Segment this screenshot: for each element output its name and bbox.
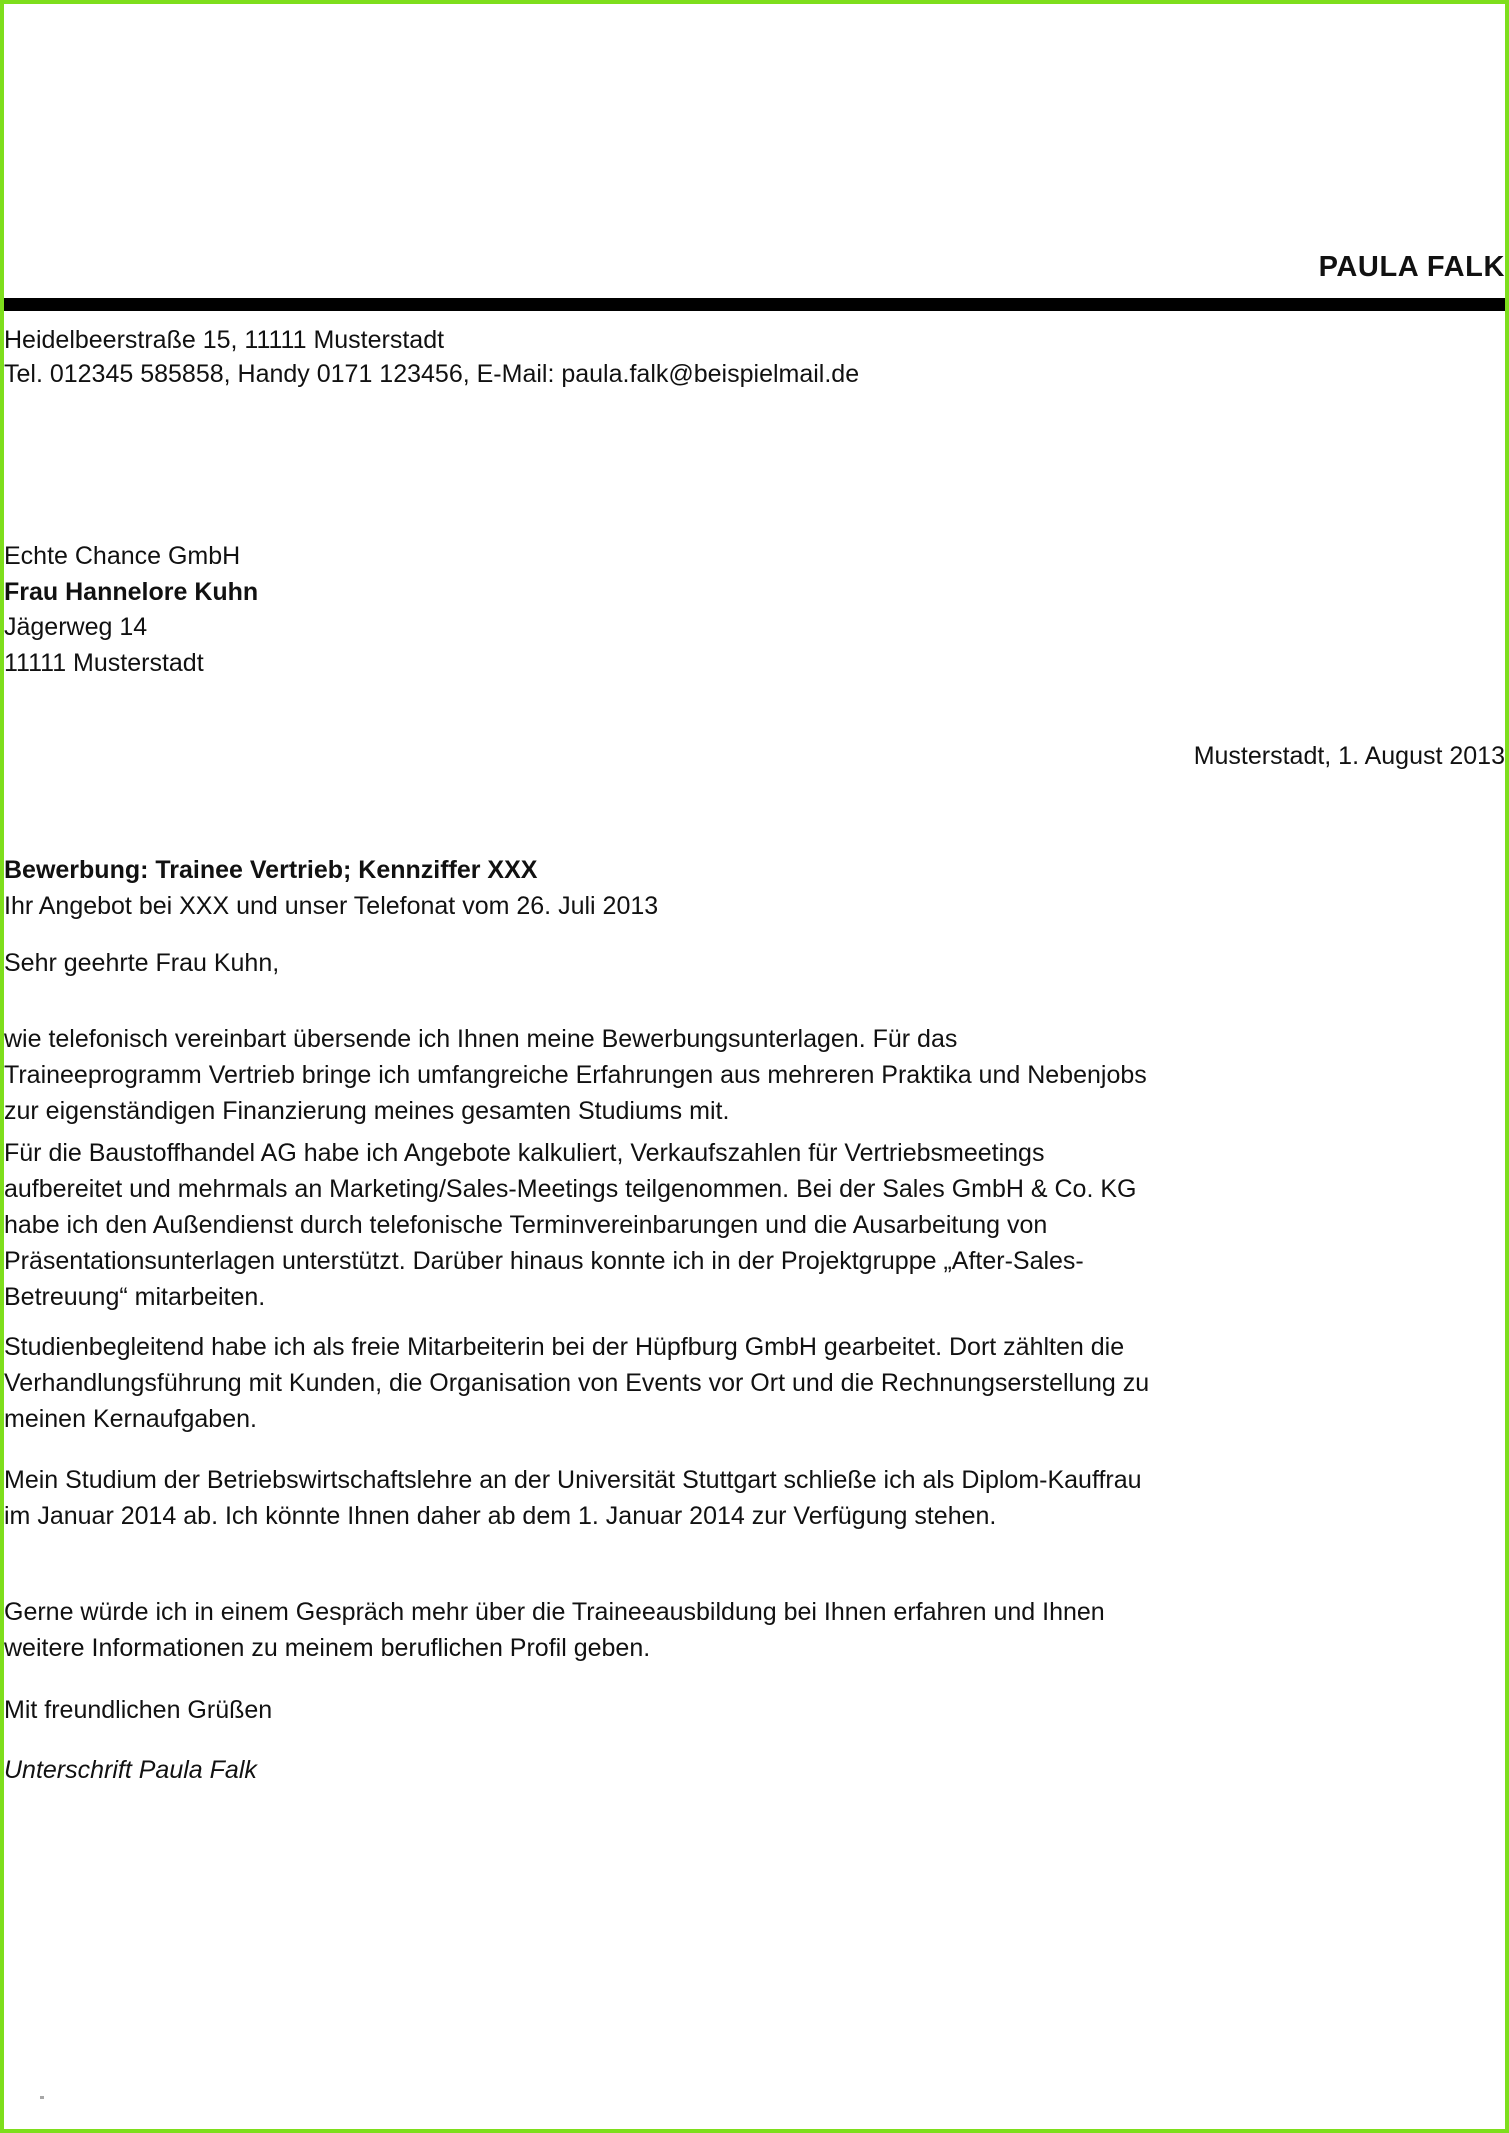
body-paragraph-text: Für die Baustoffhandel AG habe ich Angebote kalkuliert, Verkaufszahlen für Vertriebsmeetings aufbereitet und mehrmals an Marketing/Sales-Meetings teilgenommen. Bei der Sales GmbH & Co. KG habe ich den Außendienst durch telefonische Terminvereinbarungen und die Ausarbeitung von Präsentationsunterlagen unterstützt. Darüber hinaus konnte ich in der Projektgruppe „After-Sales-Betreuung“ mitarbeiten. xyxy=(4,1139,1137,1311)
paper-sheet xyxy=(4,4,1505,2129)
recipient-street: Jägerweg 14 xyxy=(4,613,148,641)
valediction xyxy=(4,1696,1162,1725)
sender-contact-line: Tel. 012345 585858, Handy 0171 123456, E-Mail: paula.falk@beispielmail.de xyxy=(4,360,860,389)
body-paragraph xyxy=(4,1462,1159,1534)
dateline-text: Musterstadt, 1. August 2013 xyxy=(1193,742,1505,770)
signature-line xyxy=(4,1756,1162,1785)
body-paragraph xyxy=(4,1329,1159,1437)
body-paragraph-text: Studienbegleitend habe ich als freie Mitarbeiterin bei der Hüpfburg GmbH gearbeitet. Dort zählten die Verhandlungsführung mit Kunden, die Organisation von Events vor Ort und die Rechnungserstellung zu meinen Kernaufgaben. xyxy=(4,1333,1150,1433)
body-paragraph xyxy=(4,1594,1159,1666)
body-paragraph-text: wie telefonisch vereinbart übersende ich Ihnen meine Bewerbungsunterlagen. Für das Traineeprogramm Vertrieb bringe ich umfangreiche Erfahrungen aus mehreren Praktika und Nebenjobs zur eigenständigen Finanzierung meines gesamten Studiums mit. xyxy=(4,1025,1147,1125)
recipient-address-block xyxy=(4,539,1162,681)
body-paragraph xyxy=(4,1135,1159,1315)
subject-line-primary: Bewerbung: Trainee Vertrieb; Kennziffer XXX xyxy=(4,856,538,884)
subject-block xyxy=(4,853,1162,924)
subject-line-secondary: Ihr Angebot bei XXX und unser Telefonat vom 26. Juli 2013 xyxy=(4,891,659,920)
letterhead-divider-rule xyxy=(4,298,1505,311)
recipient-city: 11111 Musterstadt xyxy=(4,648,204,677)
dateline xyxy=(4,742,1505,771)
letterhead xyxy=(4,252,1505,392)
sender-address-line: Heidelbeerstraße 15, 11111 Musterstadt xyxy=(4,325,445,354)
salutation xyxy=(4,949,1162,978)
body-paragraph-text: Gerne würde ich in einem Gespräch mehr über die Traineeausbildung bei Ihnen erfahren und Ihnen weitere Informationen zu meinem beruflichen Profil geben. xyxy=(4,1598,1105,1662)
body-paragraph-text: Mein Studium der Betriebswirtschaftslehre an der Universität Stuttgart schließe ich als Diplom-Kauffrau im Januar 2014 ab. Ich könnte Ihnen daher ab dem 1. Januar 2014 zur Verfügung stehen. xyxy=(4,1466,1142,1530)
sender-name: PAULA FALK xyxy=(1318,251,1505,283)
recipient-contact-person: Frau Hannelore Kuhn xyxy=(4,577,259,606)
valediction-text: Mit freundlichen Grüßen xyxy=(4,1696,273,1724)
salutation-text: Sehr geehrte Frau Kuhn, xyxy=(4,949,280,977)
sender-contact-block xyxy=(4,323,1505,392)
scan-artifact-speck xyxy=(40,2096,44,2099)
signature-text: Unterschrift Paula Falk xyxy=(4,1756,257,1784)
body-paragraph xyxy=(4,1021,1159,1129)
recipient-company: Echte Chance GmbH xyxy=(4,542,241,570)
